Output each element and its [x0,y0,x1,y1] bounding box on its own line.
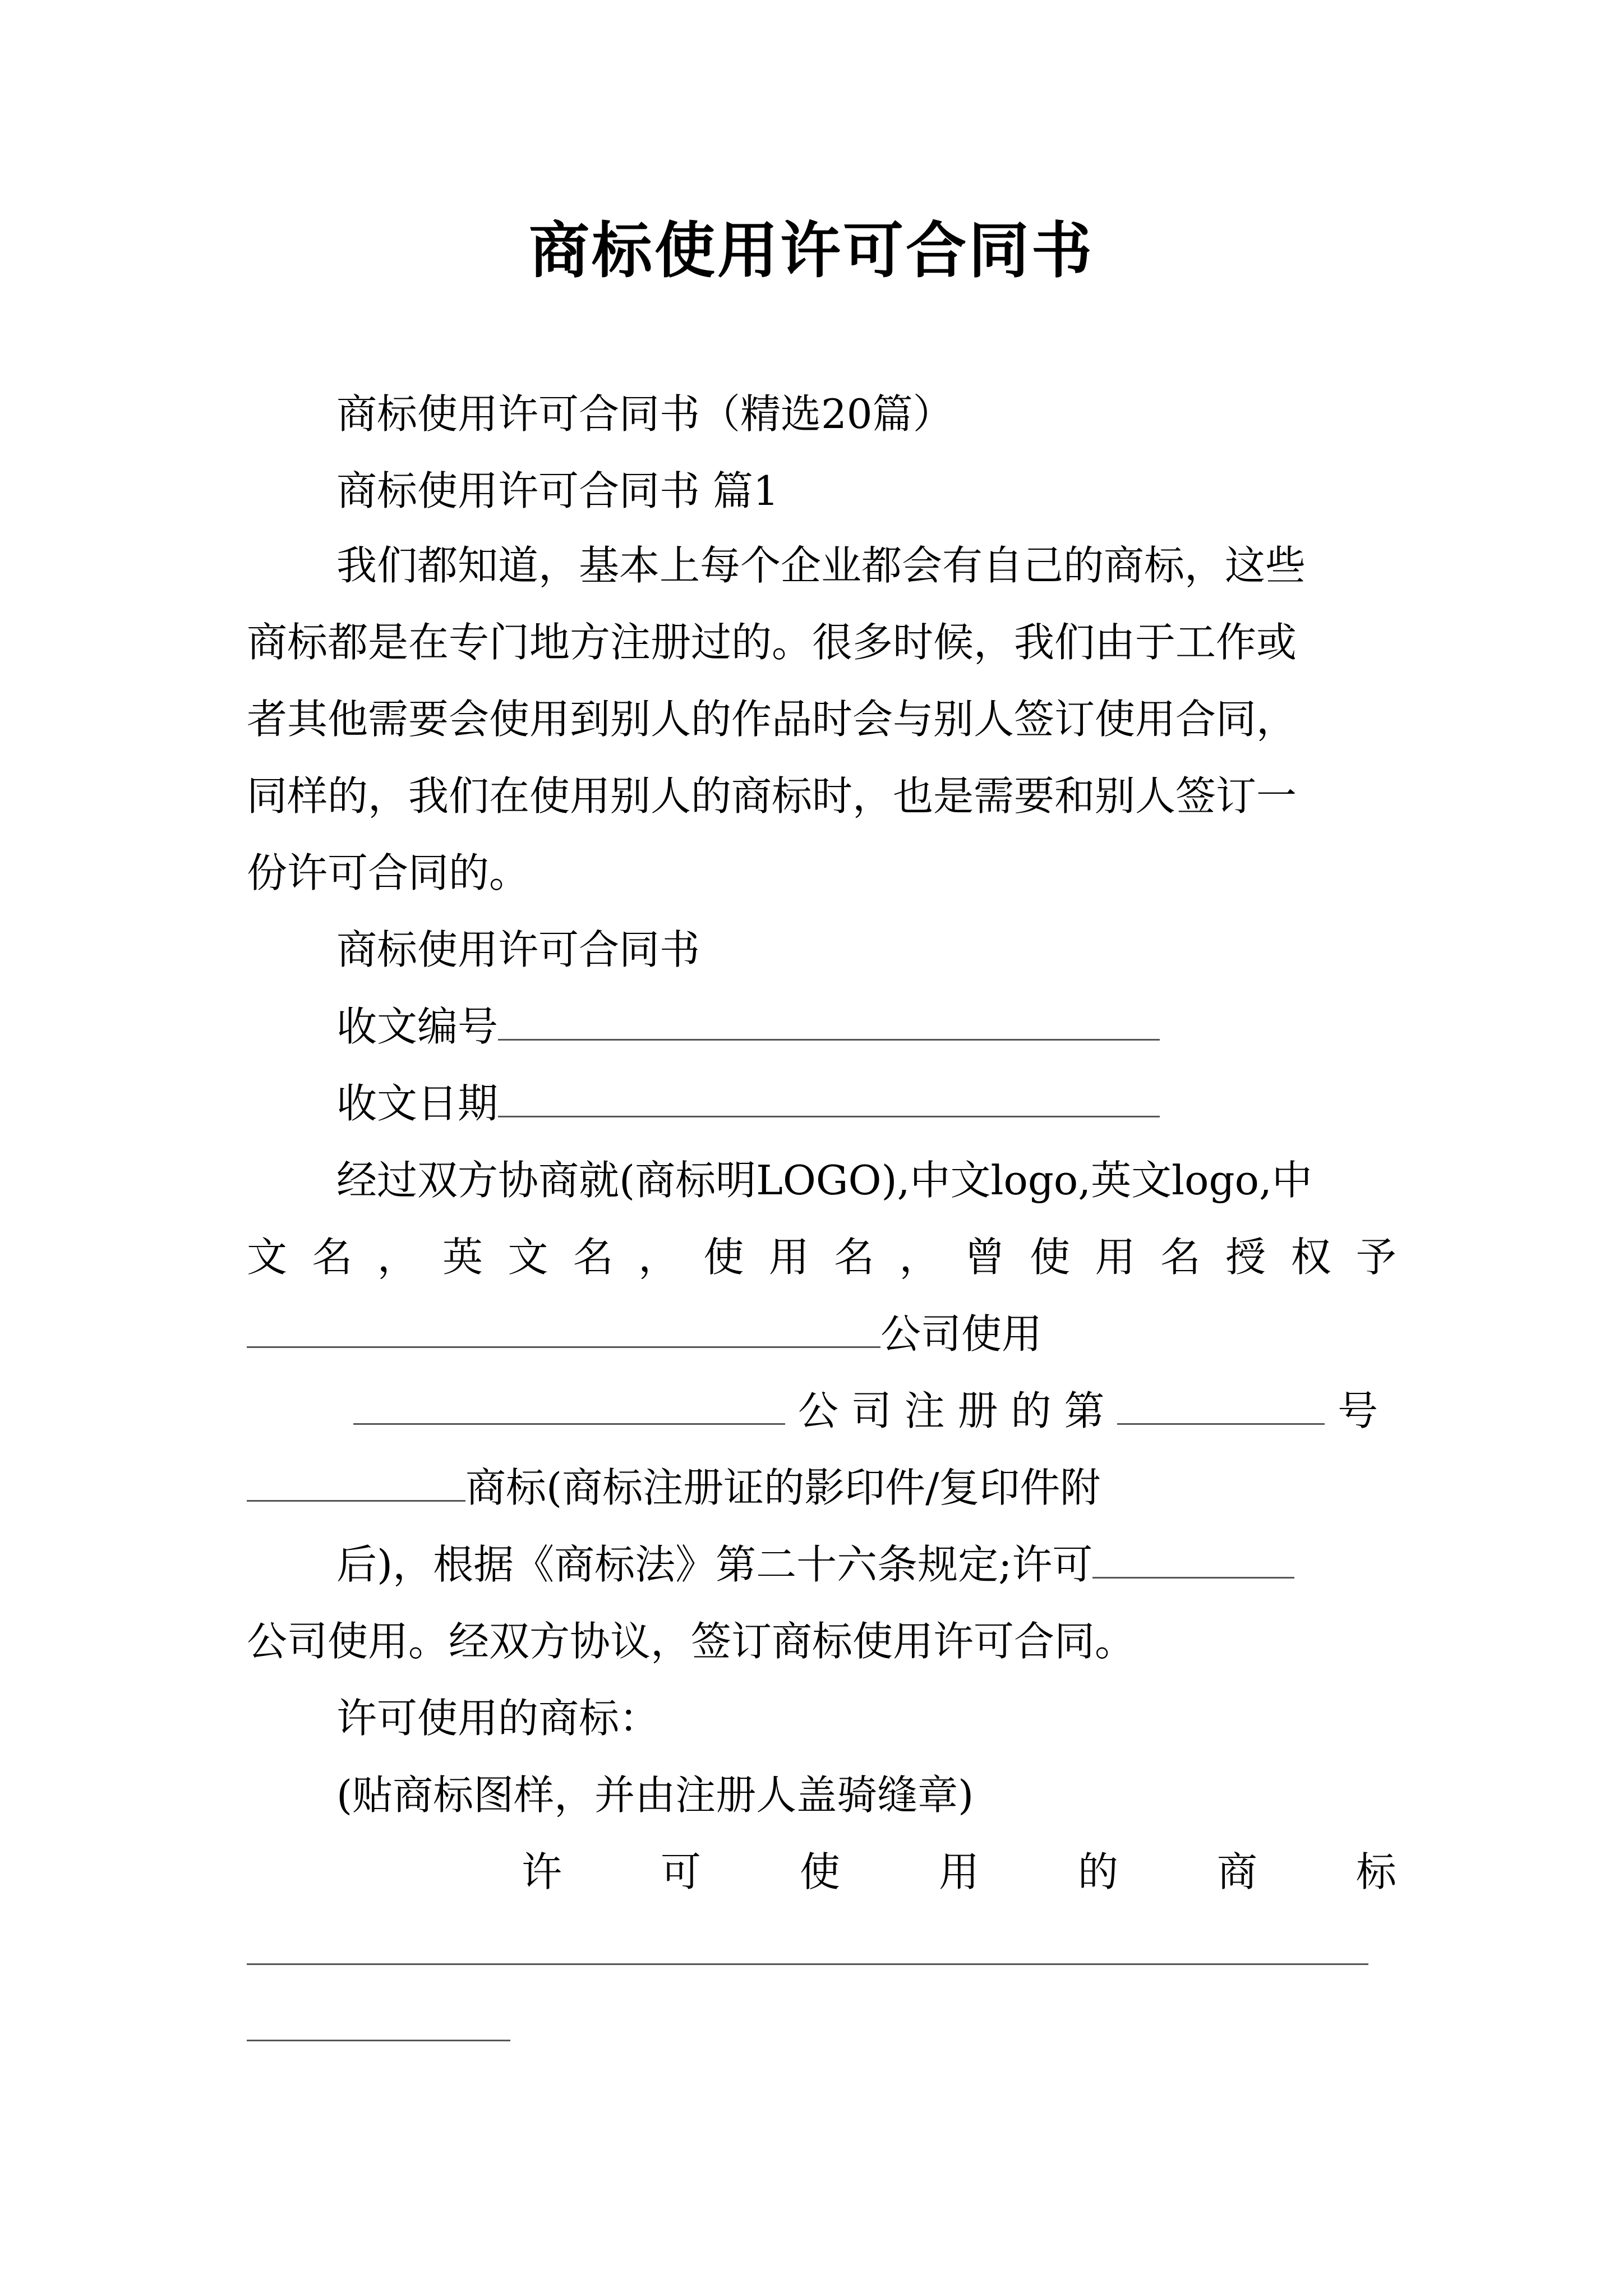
char: 使 [1030,1234,1071,1281]
char: 用 [768,1234,809,1281]
char: 商 [1216,1848,1257,1895]
justified-line [247,1230,1396,1284]
char: 文 [508,1234,548,1281]
company-use-row [247,1307,1042,1361]
char: 予 [1355,1234,1396,1281]
char: 使 [799,1848,840,1895]
char: 许 [522,1848,562,1895]
document-title: 商标使用许可合同书 [528,216,1094,286]
char: 授 [1225,1234,1266,1281]
receipt-date-blank [498,1081,1160,1117]
registration-number-blank [1117,1388,1325,1425]
char: 权 [1290,1234,1331,1281]
char: 曾 [964,1234,1005,1281]
spaced-heading [522,1845,1396,1899]
char: 标 [1355,1848,1396,1895]
intro-line: 同样的，我们在使用别人的商标时，也是需要和别人签订一 [247,772,1297,820]
char: 名 [573,1234,614,1281]
char: 英 [442,1234,483,1281]
licensee-blank [1092,1542,1294,1579]
char: 文 [247,1234,288,1281]
trademark-row [247,1461,1100,1515]
intro-line: 份许可合同的。 [247,849,530,896]
receipt-number-row [336,1000,1160,1053]
trademark-blank-line [247,2040,510,2041]
licensee-company-blank [247,1312,880,1348]
char: 的 [1077,1848,1118,1895]
intro-line: 商标都是在专门地方注册过的。很多时候，我们由于工作或 [247,619,1297,666]
intro-line: 我们都知道，基本上每个企业都会有自己的商标，这些 [336,542,1306,589]
char: 名 [1160,1234,1201,1281]
char: 可 [660,1848,701,1895]
receipt-date-row [336,1076,1160,1130]
registration-text: 公 司 注 册 的 第 [797,1387,1105,1434]
law-row [336,1538,1294,1591]
trademark-text: 商标(商标注册证的影印件/复印件附 [465,1464,1101,1511]
char: ， [377,1234,418,1281]
stamp-note: (贴商标图样，并由注册人盖骑缝章) [336,1772,974,1819]
receipt-number-label: 收文编号 [336,1003,499,1050]
char: ， [899,1234,940,1281]
intro-line: 者其他需要会使用到别人的作品时会与别人签订使用合同， [247,696,1297,743]
registrant-company-blank [353,1388,785,1425]
trademark-blank-line [247,1963,1368,1965]
receipt-number-blank [498,1004,1160,1041]
law-text: 后)，根据《商标法》第二十六条规定;许可 [336,1541,1093,1588]
paragraph-line: 公司使用。经双方协议，签订商标使用许可合同。 [247,1618,1136,1665]
licensed-trademark-label: 许可使用的商标： [336,1695,660,1742]
char: 名 [312,1234,353,1281]
char: 使 [703,1234,744,1281]
receipt-date-label: 收文日期 [336,1080,499,1127]
trademark-blank [247,1465,465,1502]
contract-heading: 商标使用许可合同书 [336,926,700,973]
number-suffix: 号 [1338,1387,1378,1434]
section-heading: 商标使用许可合同书 篇1 [336,467,779,514]
registration-row [353,1384,1378,1438]
char: 用 [1095,1234,1136,1281]
subtitle: 商标使用许可合同书（精选20篇） [336,390,953,438]
paragraph-line: 经过双方协商就(商标明LOGO),中文logo,英文logo,中 [336,1157,1312,1204]
char: ， [638,1234,679,1281]
company-use-text: 公司使用 [880,1310,1043,1358]
char: 名 [834,1234,875,1281]
char: 用 [938,1848,979,1895]
